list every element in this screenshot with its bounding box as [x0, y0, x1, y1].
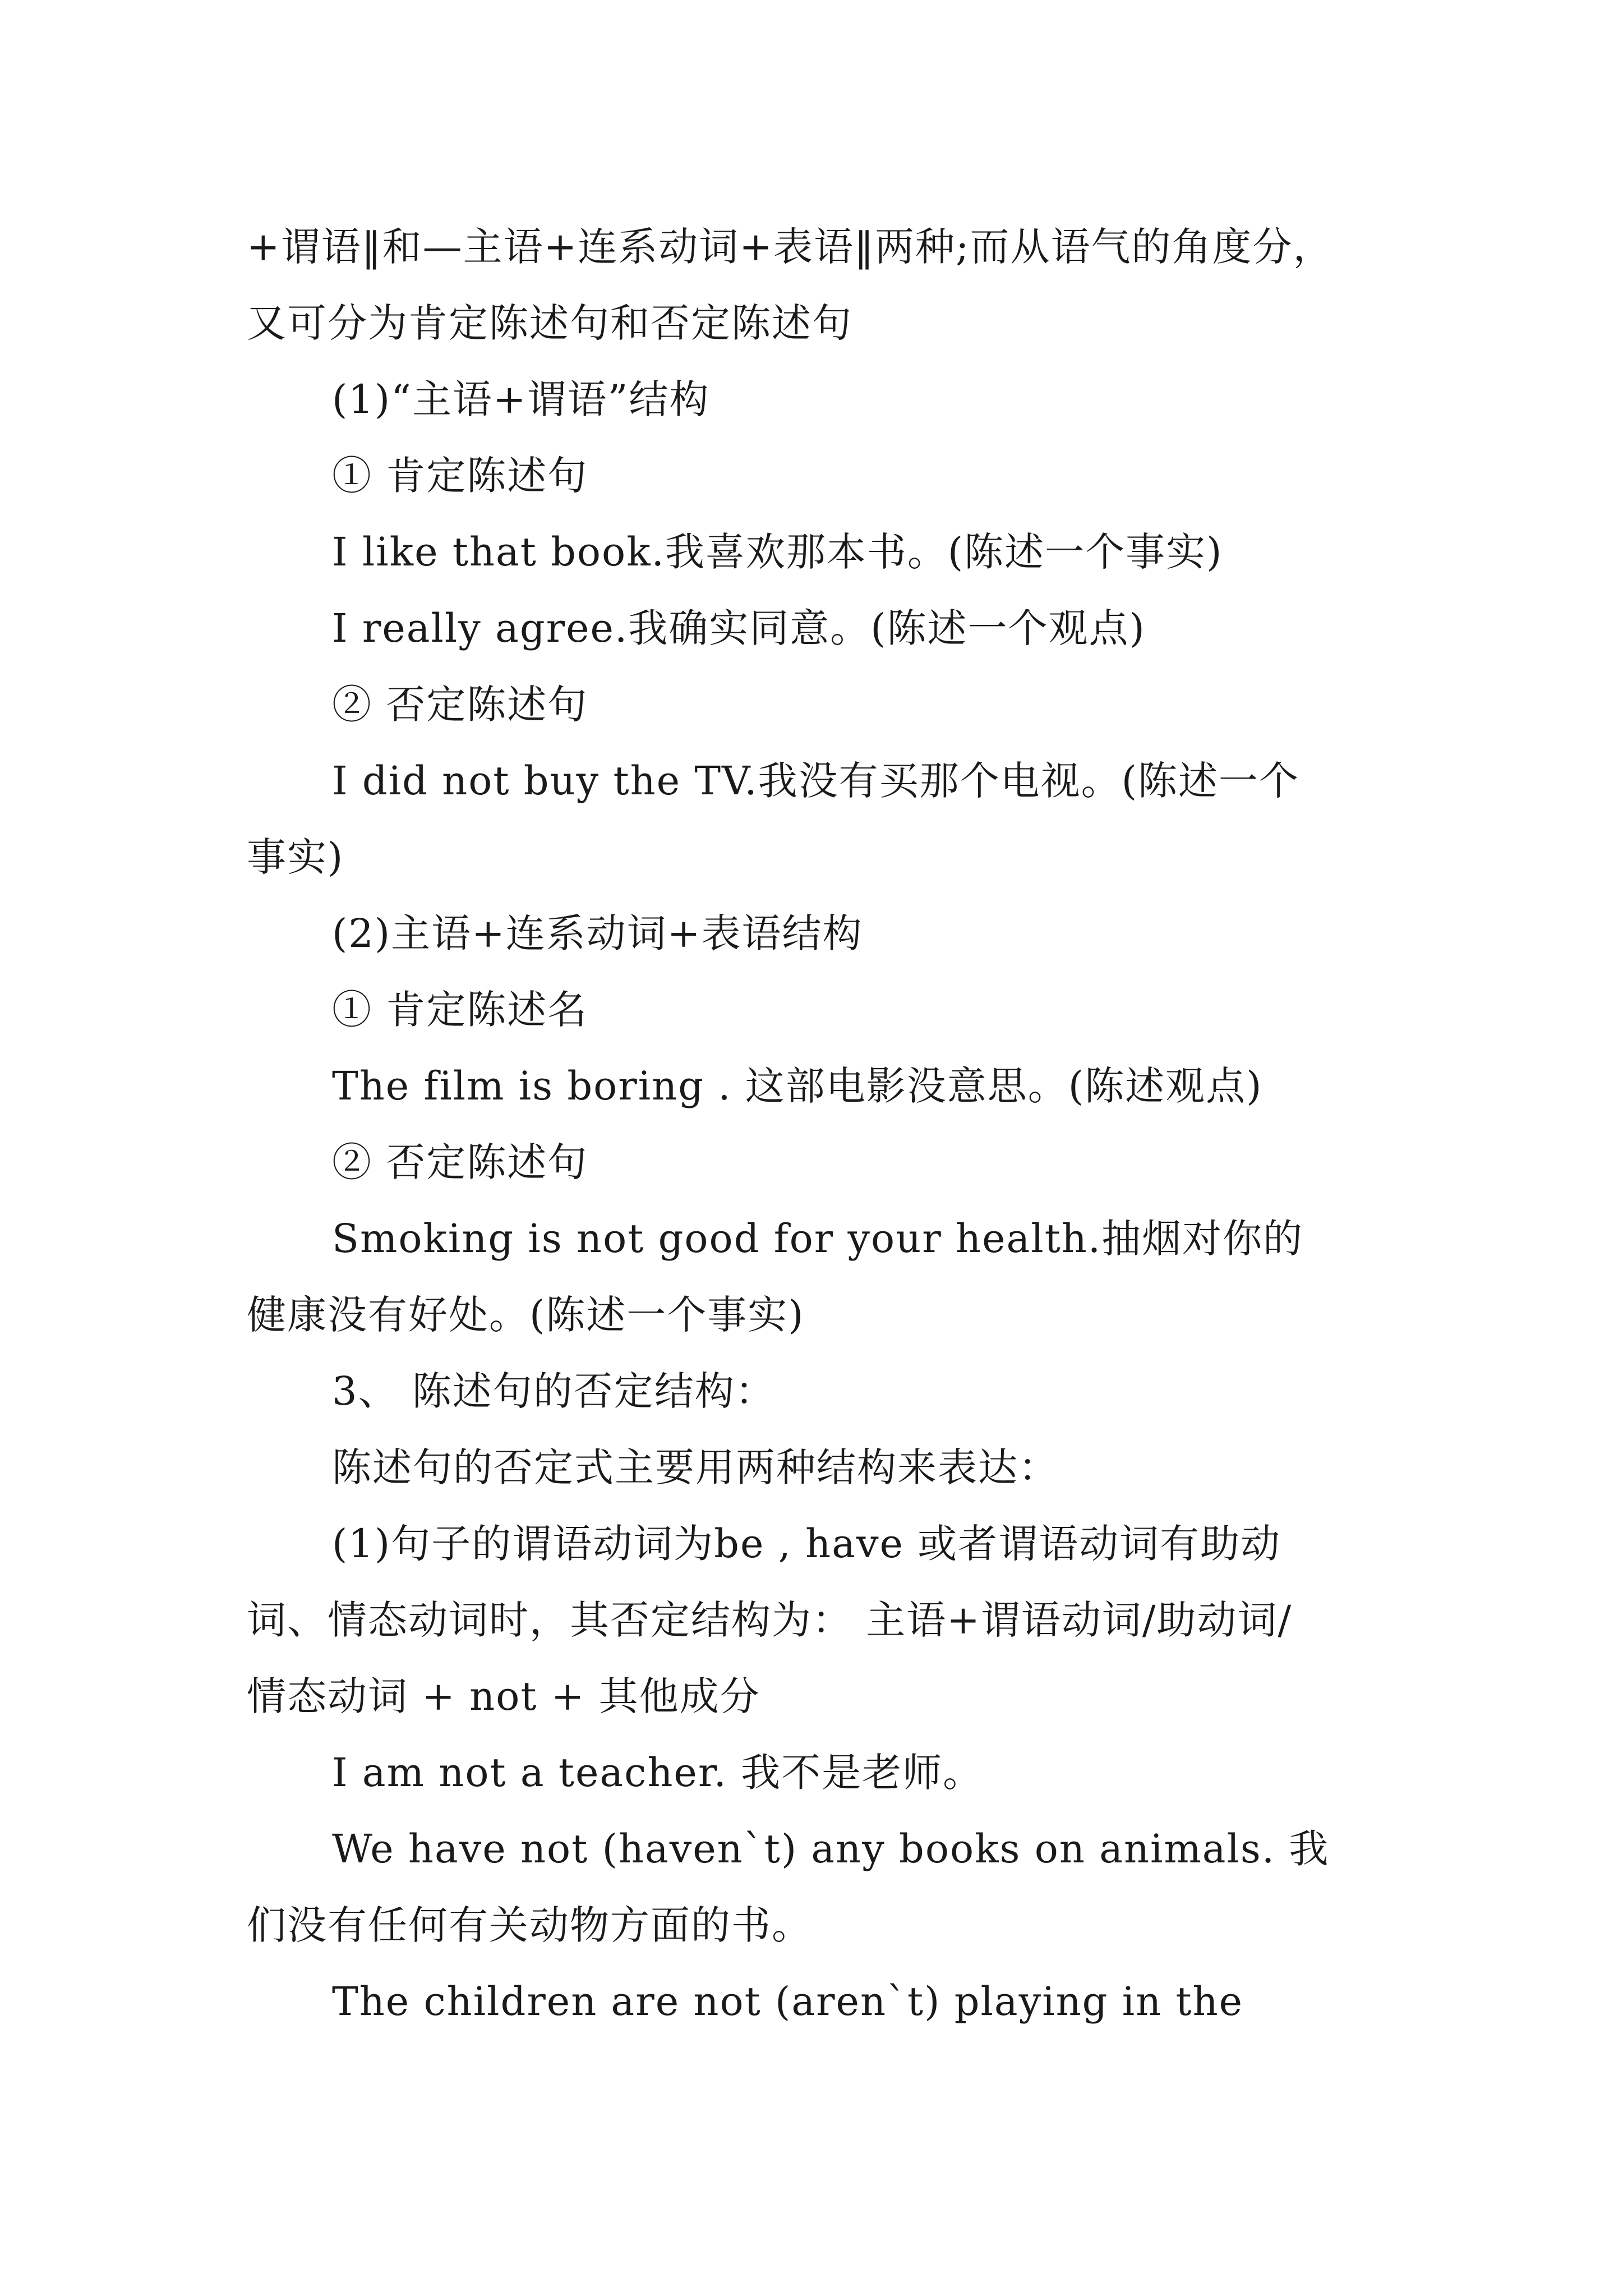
text-line: 事实) [247, 834, 344, 880]
section-heading: (2)主语+连系动词+表语结构 [332, 910, 863, 956]
text-line: 健康没有好处。(陈述一个事实) [247, 1292, 805, 1338]
example-sentence: The children are not (aren`t) playing in the [332, 1978, 1244, 2024]
example-sentence: The film is boring . 这部电影没意思。(陈述观点) [332, 1063, 1263, 1109]
example-sentence: Smoking is not good for your health.抽烟对你的 [332, 1216, 1304, 1262]
text-line: 又可分为肯定陈述句和否定陈述句 [247, 300, 852, 346]
text-line: 情态动词 + not + 其他成分 [247, 1673, 760, 1719]
subsection-heading: ① 肯定陈述名 [332, 987, 588, 1033]
subsection-heading: ② 否定陈述句 [332, 1139, 588, 1185]
example-sentence: I did not buy the TV.我没有买那个电视。(陈述一个 [332, 758, 1299, 804]
text-line: 词、情态动词时，其否定结构为： 主语+谓语动词/助动词/ [247, 1597, 1293, 1643]
example-sentence: We have not (haven`t) any books on animals. 我 [332, 1826, 1330, 1872]
subsection-heading: ① 肯定陈述句 [332, 453, 588, 499]
text-line: 们没有任何有关动物方面的书。 [247, 1902, 812, 1948]
example-sentence: I really agree.我确实同意。(陈述一个观点) [332, 605, 1146, 651]
text-line: +谓语‖和—主语+连系动词+表语‖两种;而从语气的角度分， [247, 224, 1334, 270]
text-line: 陈述句的否定式主要用两种结构来表达： [332, 1444, 1059, 1490]
section-heading: (1)“主语+谓语”结构 [332, 376, 710, 422]
text-line: (1)句子的谓语动词为be , have 或者谓语动词有助动 [332, 1521, 1281, 1567]
example-sentence: I am not a teacher. 我不是老师。 [332, 1750, 984, 1796]
section-heading: 3、 陈述句的否定结构： [332, 1368, 776, 1414]
document-body [247, 209, 1385, 2040]
subsection-heading: ② 否定陈述句 [332, 682, 588, 728]
example-sentence: I like that book.我喜欢那本书。(陈述一个事实) [332, 529, 1223, 575]
